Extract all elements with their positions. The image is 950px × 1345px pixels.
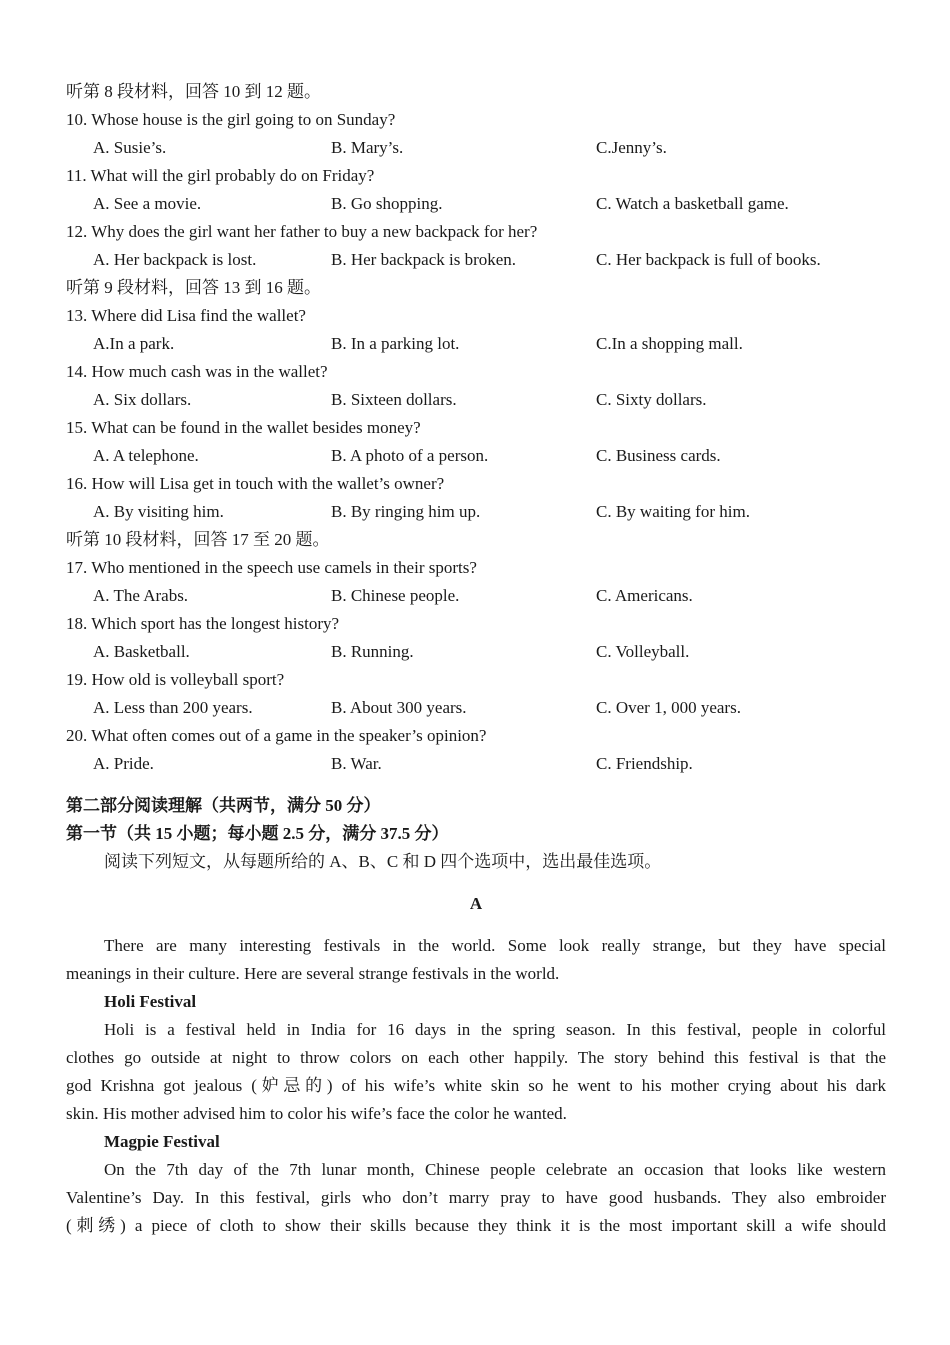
part-two-title: 第二部分阅读理解（共两节，满分 50 分） xyxy=(66,796,381,815)
question-17: 17. Who mentioned in the speech use camels in their sports? xyxy=(66,558,477,577)
holi-festival-title: Holi Festival xyxy=(104,992,197,1011)
listening-heading-8: 听第 8 段材料，回答 10 到 12 题。 xyxy=(66,82,321,101)
question-13: 13. Where did Lisa find the wallet? xyxy=(66,306,306,325)
option-b: B. Sixteen dollars. xyxy=(331,390,457,409)
reading-instruction: 阅读下列短文，从每题所给的 A、B、C 和 D 四个选项中，选出最佳选项。 xyxy=(104,852,662,871)
question-20: 20. What often comes out of a game in the speaker’s opinion? xyxy=(66,726,487,745)
section-one-title: 第一节（共 15 小题；每小题 2.5 分，满分 37.5 分） xyxy=(66,824,449,843)
magpie-line-1: On the 7th day of the 7th lunar month, Chinese people celebrate an occasion that looks like western xyxy=(104,1160,886,1179)
option-a: A. Basketball. xyxy=(93,642,190,661)
option-b: B. Her backpack is broken. xyxy=(331,250,517,269)
option-c: C. Friendship. xyxy=(596,754,693,773)
magpie-line-3: (刺绣) a piece of cloth to show their skills because they think it is the most important skill a wife should xyxy=(66,1216,886,1235)
option-c: C.Jenny’s. xyxy=(596,138,667,157)
option-a: A. Pride. xyxy=(93,754,154,773)
option-a: A. Less than 200 years. xyxy=(93,698,253,717)
holi-line-1: Holi is a festival held in India for 16 days in the spring season. In this festival, people in colorful xyxy=(104,1020,886,1039)
holi-line-2: clothes go outside at night to throw colors on each other happily. The story behind this festival is that the xyxy=(66,1048,886,1067)
option-b: B. Mary’s. xyxy=(331,138,404,157)
option-b: B. About 300 years. xyxy=(331,698,467,717)
option-c: C. Business cards. xyxy=(596,446,721,465)
option-a: A. By visiting him. xyxy=(93,502,224,521)
option-c: C. Sixty dollars. xyxy=(596,390,707,409)
holi-line-3: god Krishna got jealous (妒忌的) of his wife’s white skin so he went to his mother crying about his dark xyxy=(66,1076,886,1095)
listening-heading-10: 听第 10 段材料，回答 17 至 20 题。 xyxy=(66,530,330,549)
question-11: 11. What will the girl probably do on Friday? xyxy=(66,166,375,185)
question-14: 14. How much cash was in the wallet? xyxy=(66,362,328,381)
options-18 xyxy=(66,638,886,666)
option-b: B. Go shopping. xyxy=(331,194,443,213)
option-a: A. Six dollars. xyxy=(93,390,192,409)
magpie-festival-title: Magpie Festival xyxy=(104,1132,220,1151)
question-16: 16. How will Lisa get in touch with the wallet’s owner? xyxy=(66,474,445,493)
option-b: B. Chinese people. xyxy=(331,586,460,605)
magpie-line-2: Valentine’s Day. In this festival, girls who don’t marry pray to have good husbands. They also embroider xyxy=(66,1188,886,1207)
option-c: C.In a shopping mall. xyxy=(596,334,743,353)
option-a: A.In a park. xyxy=(93,334,175,353)
holi-line-4: skin. His mother advised him to color his wife’s face the color he wanted. xyxy=(66,1104,567,1123)
passage-label: A xyxy=(469,894,483,913)
option-b: B. War. xyxy=(331,754,382,773)
options-15 xyxy=(66,442,886,470)
option-a: A. The Arabs. xyxy=(93,586,189,605)
option-a: A. Her backpack is lost. xyxy=(93,250,257,269)
listening-heading-9: 听第 9 段材料，回答 13 到 16 题。 xyxy=(66,278,321,297)
question-12: 12. Why does the girl want her father to buy a new backpack for her? xyxy=(66,222,538,241)
options-19 xyxy=(66,694,886,722)
option-b: B. Running. xyxy=(331,642,414,661)
question-19: 19. How old is volleyball sport? xyxy=(66,670,285,689)
option-a: A. A telephone. xyxy=(93,446,199,465)
option-c: C. Her backpack is full of books. xyxy=(596,250,821,269)
option-a: A. See a movie. xyxy=(93,194,202,213)
option-b: B. By ringing him up. xyxy=(331,502,481,521)
options-16 xyxy=(66,498,886,526)
option-c: C. Volleyball. xyxy=(596,642,690,661)
options-11 xyxy=(66,190,886,218)
question-18: 18. Which sport has the longest history? xyxy=(66,614,340,633)
intro-line-2: meanings in their culture. Here are several strange festivals in the world. xyxy=(66,964,560,983)
options-20 xyxy=(66,750,886,778)
option-c: C. By waiting for him. xyxy=(596,502,750,521)
option-c: C. Americans. xyxy=(596,586,693,605)
options-13 xyxy=(66,330,886,358)
options-10 xyxy=(66,134,886,162)
options-14 xyxy=(66,386,886,414)
intro-line-1: There are many interesting festivals in the world. Some look really strange, but they have special xyxy=(104,936,886,955)
option-a: A. Susie’s. xyxy=(93,138,167,157)
option-c: C. Watch a basketball game. xyxy=(596,194,789,213)
options-12 xyxy=(66,246,886,274)
exam-page xyxy=(66,78,886,1240)
option-c: C. Over 1, 000 years. xyxy=(596,698,741,717)
question-15: 15. What can be found in the wallet besides money? xyxy=(66,418,421,437)
option-b: B. In a parking lot. xyxy=(331,334,460,353)
question-10: 10. Whose house is the girl going to on Sunday? xyxy=(66,110,396,129)
option-b: B. A photo of a person. xyxy=(331,446,489,465)
options-17 xyxy=(66,582,886,610)
